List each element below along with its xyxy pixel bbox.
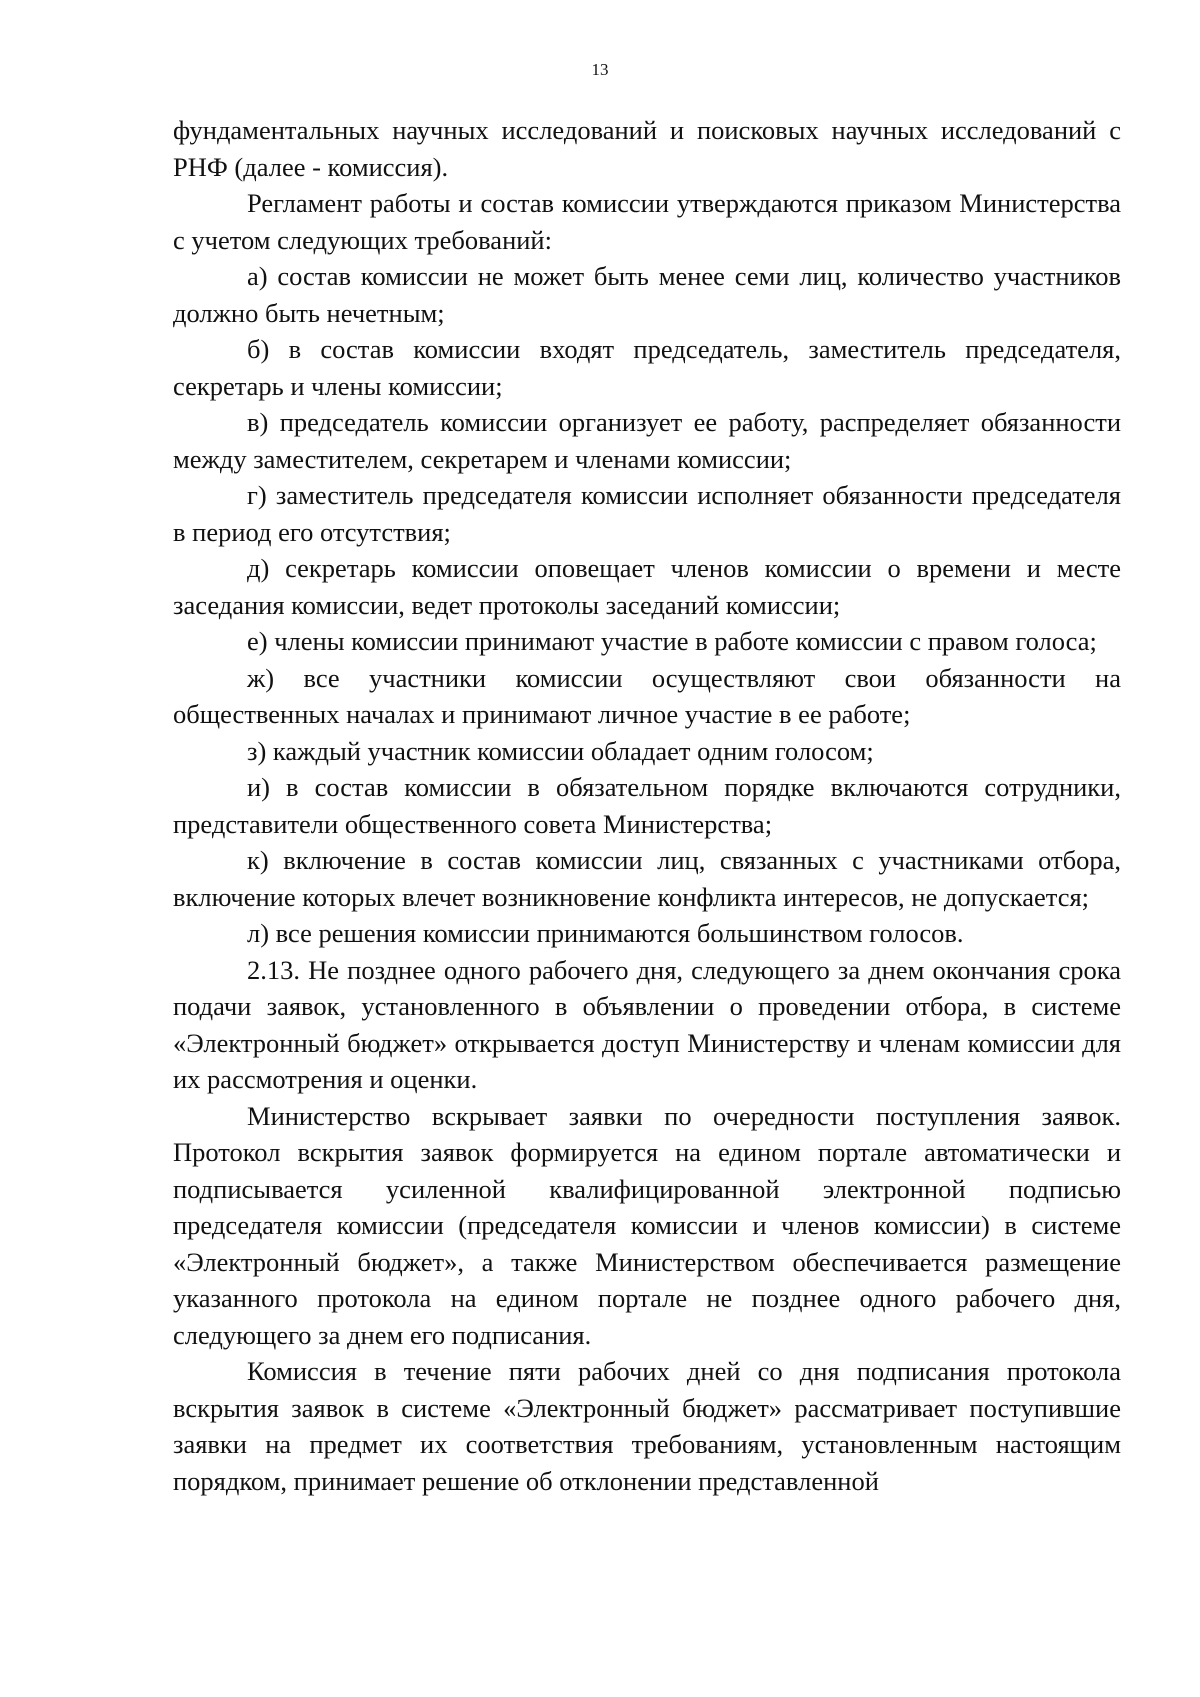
list-item-d: д) секретарь комиссии оповещает членов комиссии о времени и месте заседания комиссии, ведет протоколы заседаний комиссии; (173, 553, 1121, 620)
list-item-b: б) в состав комиссии входят председатель, заместитель председателя, секретарь и члены комиссии; (173, 334, 1121, 401)
document-body (173, 112, 1121, 1499)
list-item-g: г) заместитель председателя комиссии исполняет обязанности председателя в период его отсутствия; (173, 480, 1121, 547)
list-item-k: к) включение в состав комиссии лиц, связанных с участниками отбора, включение которых влечет возникновение конфликта интересов, не допускается; (173, 845, 1121, 912)
paragraph-review-period: Комиссия в течение пяти рабочих дней со дня подписания протокола вскрытия заявок в системе «Электронный бюджет» рассматривает поступившие заявки на предмет их соответствия требованиям, установленным настоящим порядком, принимает решение об отклонении представленной (173, 1356, 1121, 1496)
paragraph-opening-protocol: Министерство вскрывает заявки по очередности поступления заявок. Протокол вскрытия заявок формируется на едином портале автоматически и подписывается усиленной квалифицированной электронной подписью председателя комиссии (председателя комиссии и членов комиссии) в системе «Электронный бюджет», а также Министерством обеспечивается размещение указанного протокола на едином портале не позднее одного рабочего дня, следующего за днем его подписания. (173, 1100, 1121, 1350)
list-item-l: л) все решения комиссии принимаются большинством голосов. (247, 918, 964, 948)
paragraph-continuation: фундаментальных научных исследований и поисковых научных исследований с РНФ (далее - комиссия). (173, 115, 1121, 182)
section-2-13: 2.13. Не позднее одного рабочего дня, следующего за днем окончания срока подачи заявок, установленного в объявлении о проведении отбора, в системе «Электронный бюджет» открывается доступ Министерству и членам комиссии для их рассмотрения и оценки. (173, 954, 1121, 1094)
page-number: 13 (591, 60, 609, 79)
list-item-e: е) члены комиссии принимают участие в работе комиссии с правом голоса; (247, 626, 1097, 656)
list-item-v: в) председатель комиссии организует ее работу, распределяет обязанности между заместителем, секретарем и членами комиссии; (173, 407, 1121, 474)
list-item-a: а) состав комиссии не может быть менее семи лиц, количество участников должно быть нечетным; (173, 261, 1121, 328)
list-item-i: и) в состав комиссии в обязательном порядке включаются сотрудники, представители общественного совета Министерства; (173, 772, 1121, 839)
list-item-z: з) каждый участник комиссии обладает одним голосом; (247, 735, 874, 766)
paragraph-commission-rules: Регламент работы и состав комиссии утверждаются приказом Министерства с учетом следующих требований: (173, 188, 1121, 255)
list-item-zh: ж) все участники комиссии осуществляют свои обязанности на общественных началах и принимают личное участие в ее работе; (173, 662, 1121, 729)
